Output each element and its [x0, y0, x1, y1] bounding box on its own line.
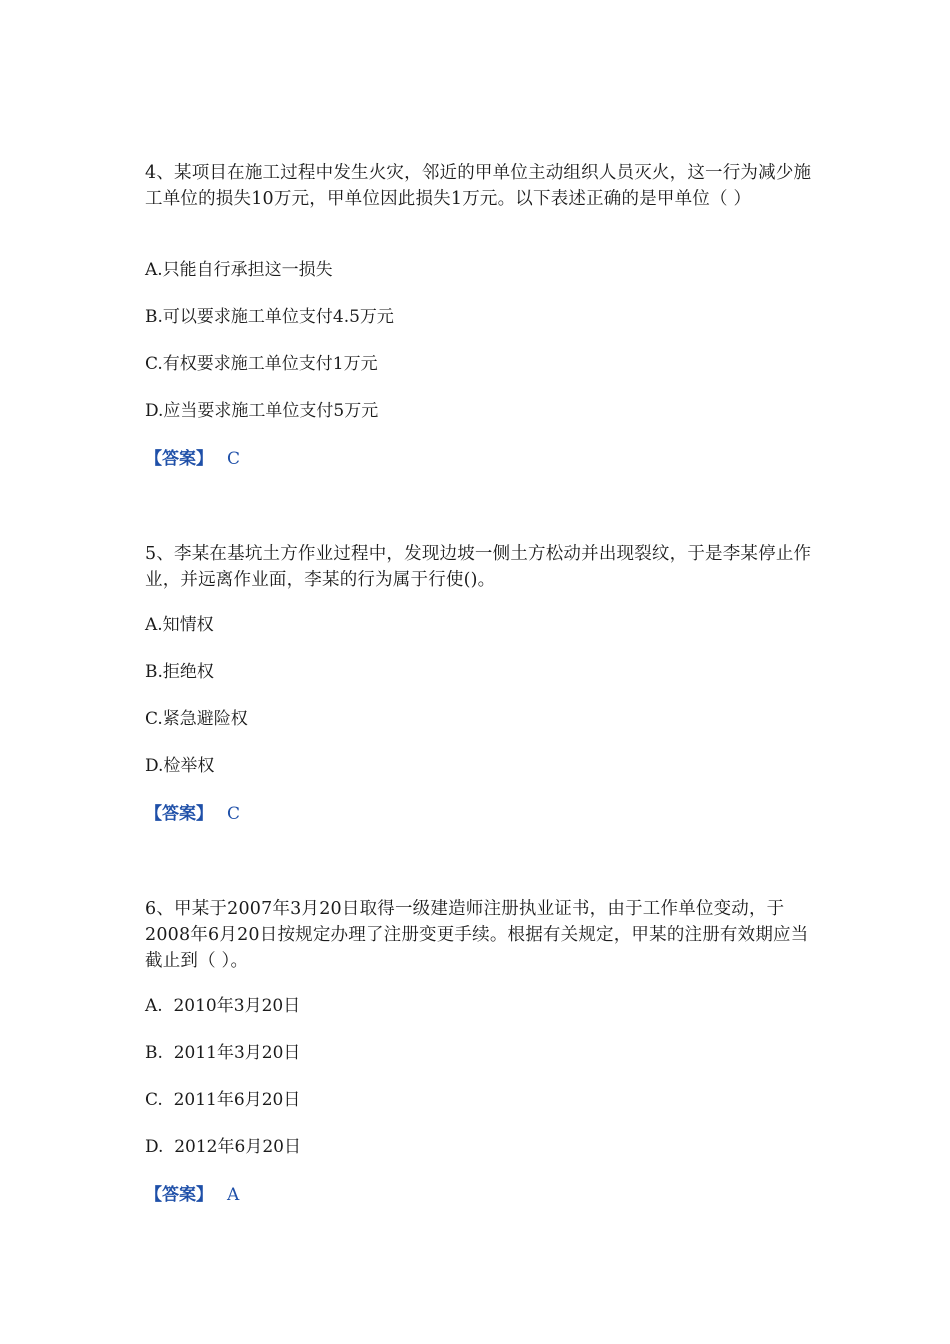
- option-c: C.有权要求施工单位支付1万元: [145, 354, 378, 374]
- answer-label: 【答案】: [145, 804, 213, 824]
- question-stem: 5、李某在基坑土方作业过程中，发现边坡一侧土方松动并出现裂纹，于是李某停止作业，并远离作业面，李某的行为属于行使()。: [145, 544, 812, 590]
- option-a: A.知情权: [145, 615, 214, 635]
- answer-value: C: [227, 449, 241, 469]
- option-b: B.可以要求施工单位支付4.5万元: [145, 307, 394, 327]
- question-stem: 6、甲某于2007年3月20日取得一级建造师注册执业证书，由于工作单位变动，于2008年6月20日按规定办理了注册变更手续。根据有关规定，甲某的注册有效期应当截止到（ ）。: [145, 899, 809, 971]
- option-a: A.只能自行承担这一损失: [145, 260, 333, 280]
- option-b: B. 2011年3月20日: [145, 1043, 301, 1063]
- question-6: [145, 896, 815, 1205]
- answer-line: [145, 1182, 239, 1208]
- question-4: [145, 160, 815, 469]
- answer-value: A: [227, 1185, 240, 1205]
- answer-value: C: [227, 804, 241, 824]
- option-c: C. 2011年6月20日: [145, 1090, 301, 1110]
- answer-label: 【答案】: [145, 449, 213, 469]
- option-c: C.紧急避险权: [145, 709, 248, 729]
- answer-label: 【答案】: [145, 1185, 213, 1205]
- question-stem: 4、某项目在施工过程中发生火灾，邻近的甲单位主动组织人员灭火，这一行为减少施工单位的损失10万元，甲单位因此损失1万元。以下表述正确的是甲单位（ ）: [145, 163, 812, 209]
- option-d: D.应当要求施工单位支付5万元: [145, 401, 379, 421]
- option-d: D.检举权: [145, 756, 215, 776]
- option-b: B.拒绝权: [145, 662, 214, 682]
- option-a: A. 2010年3月20日: [145, 996, 301, 1016]
- answer-line: [145, 446, 240, 472]
- option-d: D. 2012年6月20日: [145, 1137, 301, 1157]
- answer-line: [145, 801, 240, 827]
- question-5: [145, 541, 815, 824]
